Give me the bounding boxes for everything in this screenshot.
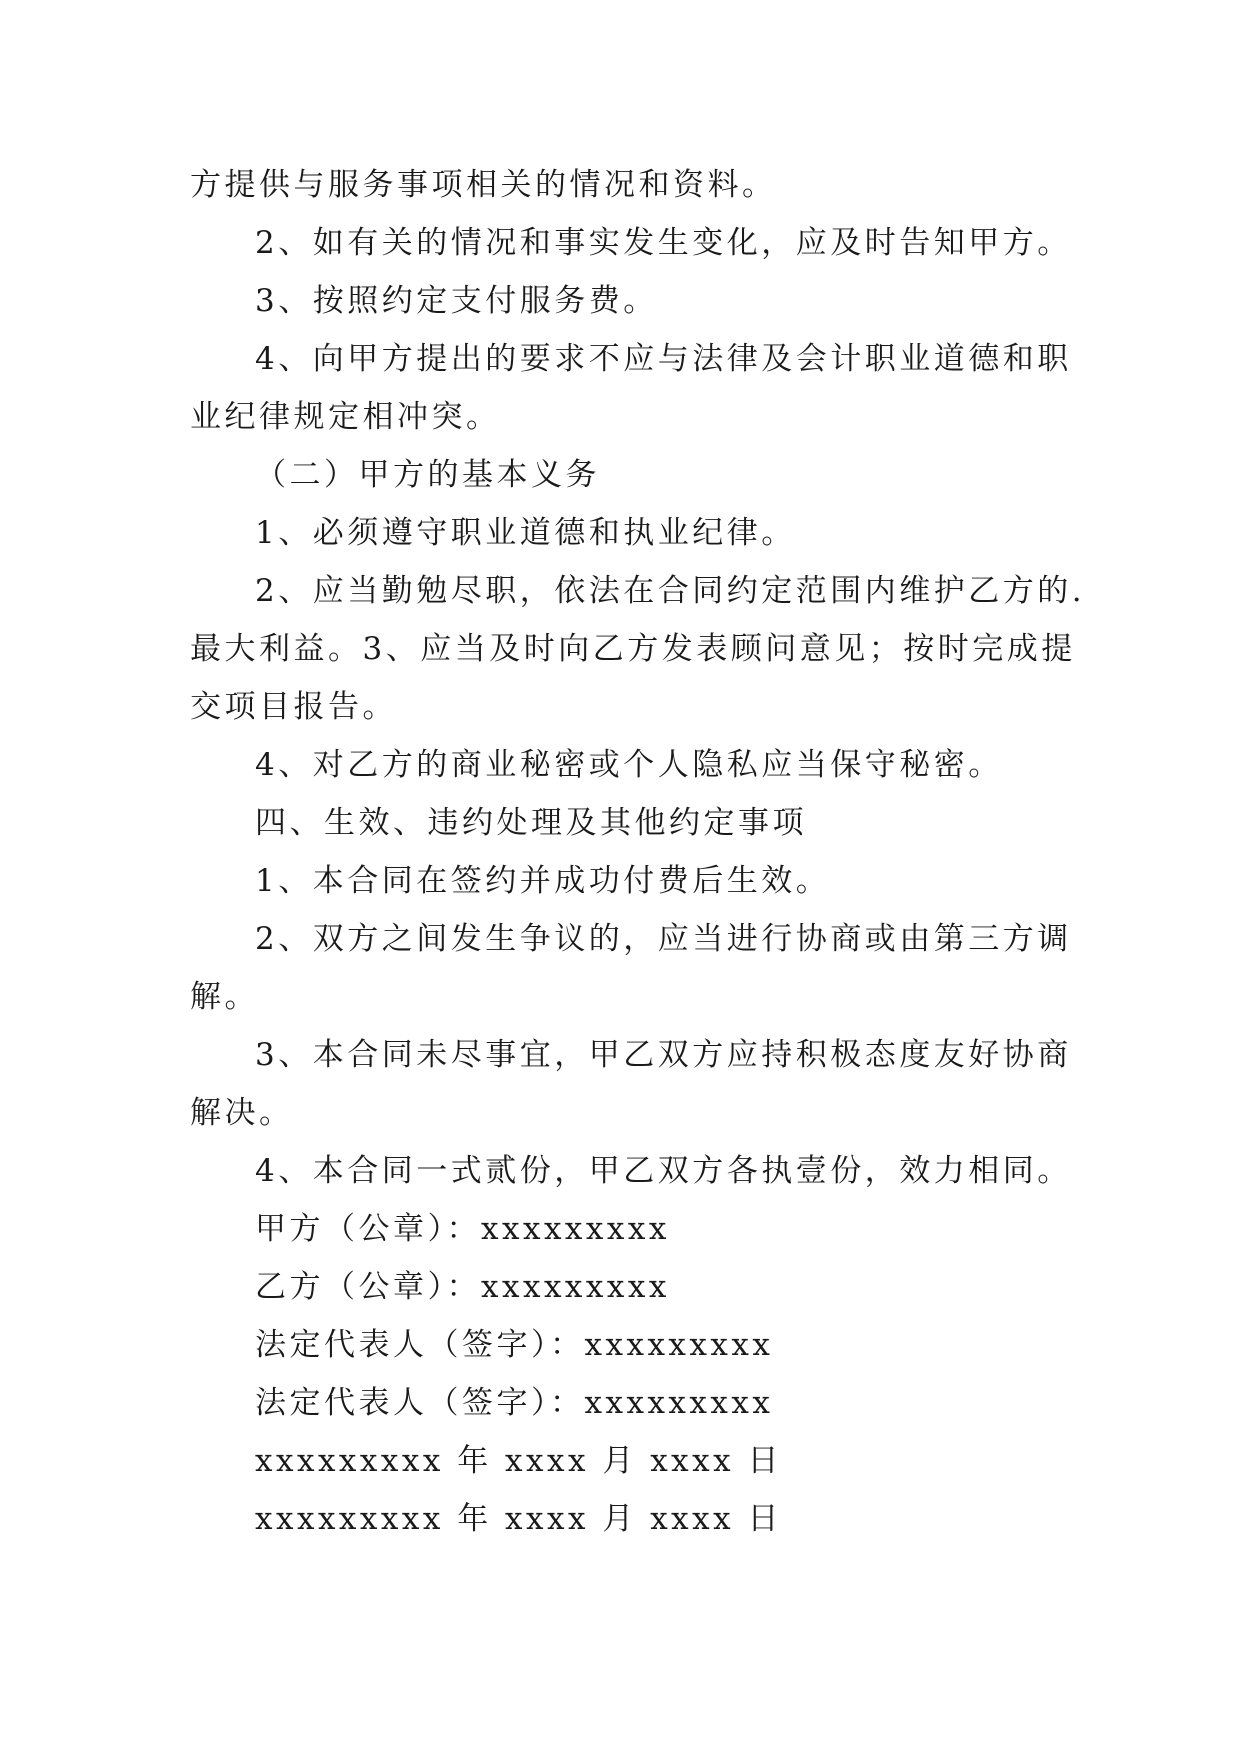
document-body <box>190 156 1086 1548</box>
paragraph-line: 3、本合同未尽事宜，甲乙双方应持积极态度友好协商 <box>255 1037 1072 1073</box>
paragraph-line: 业纪律规定相冲突。 <box>190 399 501 435</box>
paragraph-line: 解决。 <box>190 1095 294 1131</box>
paragraph-line: 2、应当勤勉尽职，依法在合同约定范围内维护乙方的. <box>255 573 1086 609</box>
paragraph-line: 方提供与服务事项相关的情况和资料。 <box>190 167 777 203</box>
paragraph-line: 4、向甲方提出的要求不应与法律及会计职业道德和职 <box>255 341 1072 377</box>
paragraph-line: 1、必须遵守职业道德和执业纪律。 <box>255 515 796 551</box>
legal-rep-signature-line: 法定代表人（签字）：xxxxxxxxx <box>255 1327 774 1363</box>
party-a-seal-line: 甲方（公章）：xxxxxxxxx <box>255 1211 670 1247</box>
party-b-seal-line: 乙方（公章）：xxxxxxxxx <box>255 1269 670 1305</box>
paragraph-line: 最大利益。3、应当及时向乙方发表顾问意见；按时完成提 <box>190 631 1076 667</box>
paragraph-line: 4、对乙方的商业秘密或个人隐私应当保守秘密。 <box>255 747 1003 783</box>
paragraph-line: 1、本合同在签约并成功付费后生效。 <box>255 863 831 899</box>
paragraph-line: 3、按照约定支付服务费。 <box>255 283 658 319</box>
section-heading: 四、生效、违约处理及其他约定事项 <box>255 805 807 841</box>
date-line: xxxxxxxxx 年 xxxx 月 xxxx 日 <box>255 1501 782 1537</box>
legal-rep-signature-line: 法定代表人（签字）：xxxxxxxxx <box>255 1385 774 1421</box>
paragraph-line: 2、如有关的情况和事实发生变化，应及时告知甲方。 <box>255 225 1072 261</box>
section-heading: （二）甲方的基本义务 <box>255 457 600 493</box>
paragraph-line: 4、本合同一式贰份，甲乙双方各执壹份，效力相同。 <box>255 1153 1072 1189</box>
date-line: xxxxxxxxx 年 xxxx 月 xxxx 日 <box>255 1443 782 1479</box>
paragraph-line: 交项目报告。 <box>190 689 397 725</box>
paragraph-line: 解。 <box>190 979 259 1015</box>
paragraph-line: 2、双方之间发生争议的，应当进行协商或由第三方调 <box>255 921 1072 957</box>
